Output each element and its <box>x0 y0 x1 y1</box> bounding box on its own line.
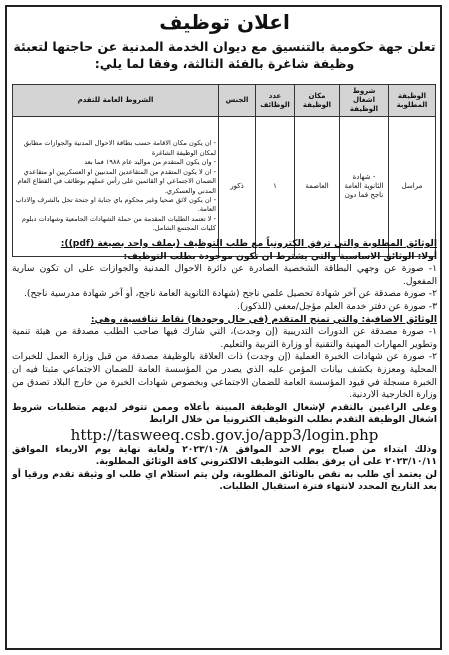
application-dates: وذلك ابتداء من صباح يوم الاحد الموافق ٢٠٢٣/١٠/٨ ولغاية نهاية يوم الاربعاء الموافق ٢٠٢٣/١٠/١١ على أن يرفق بطلب التوظيف الالكتروني كافة الوثائق المطلوبة. <box>12 443 437 468</box>
header-job: الوظيفة المطلوبة <box>389 85 436 117</box>
announcement-body <box>12 238 437 494</box>
extra-doc-item: ١- صورة مصدقة عن الدورات التدريبية (إن وجدت)، التي شارك فيها صاحب الطلب مصدقة من هيئة تنمية وتطوير المهارات المهنية والتقنية أو وزارة التربية والتعليم. <box>12 326 437 350</box>
vacancy-table <box>12 84 436 257</box>
term-item: - وان يكون المتقدم من مواليد عام ١٩٨٨ فما بعد <box>84 158 216 167</box>
term-item: - ان لا يكون المتقدم من المتقاعدين المدنيين او العسكريين او متقاعدي الضمان الاجتماعي او القائمين على رأس عملهم بوظائف في القطاع العام المدني والعسكري. <box>17 167 216 195</box>
cell-job: مراسل <box>389 117 436 257</box>
cell-gender: ذكور <box>219 117 256 257</box>
header-conditions: شروط اشغال الوظيفة <box>340 85 389 117</box>
basic-doc-item: ٢- صورة مصدقة عن آخر شهادة تحصيل علمي ناجح (شهادة الثانوية العامة ناجح، أو آخر شهادة مدرسية ناجح). <box>23 288 437 300</box>
term-item: - ان يكون مكان الاقامة حسب بطاقة الاحوال المدنية والجوازات مطابق لمكان الوظيفة الشاغرة <box>23 139 216 157</box>
header-location: مكان الوظيفة <box>295 85 340 117</box>
basic-doc-item: ٣- صورة عن دفتر خدمة العلم مؤجل/معفي (للذكور). <box>237 300 437 312</box>
docs-heading: الوثائق المطلوبة والتي ترفق الكترونياً مع طلب التوظيف (بملف واحد بصيغة (pdf)): <box>60 238 437 249</box>
extra-docs-heading: الوثائق الاضافية: والتي تمنح المتقدم (في حال وجودها) نقاط تنافسية، وهي: <box>90 313 437 325</box>
page-title: اعلان توظيف <box>159 10 290 34</box>
header-general-terms: الشروط العامة للتقدم <box>13 85 219 117</box>
table-row <box>13 117 436 257</box>
cell-count: ١ <box>256 117 295 257</box>
header-count: عدد الوظائف <box>256 85 295 117</box>
extra-doc-item: ٢- صورة عن شهادات الخبرة العملية (إن وجدت) ذات العلاقة بالوظيفة مصدقة من قبل وزارة العمل للخبرات المحلية ومعززة بكشف بيانات المؤمن عليه الذي يصدر من المؤسسة العامة للضمان الاجتماعي مثبتا فيه ان الخبرة مسجلة في قيود المؤسسة العامة للضمان الاجتماعي وبخصوص شهادات الخبرة من خارج البلاد تصدق من وزارة الخارجية الاردنية. <box>12 351 437 401</box>
table-header-row <box>13 85 436 117</box>
basic-docs-heading: أولا: الوثائق الاساسية والتي يشترط ان تكون موجودة بطلب التوظيف: <box>123 250 437 262</box>
closing-note: لن يعتمد أي طلب به نقص بالوثائق المطلوبة، ولن يتم استلام اي طلب او وثيقة تقدم ورقيا أو بعد التاريخ المحدد لانتهاء فترة استقبال الطلبات. <box>12 468 437 493</box>
basic-doc-item: ١- صورة عن وجهي البطاقة الشخصية الصادرة عن دائرة الاحوال المدنية والجوازات على ان تكون سارية المفعول. <box>12 263 437 287</box>
intro-text: تعلن جهة حكومية بالتنسيق مع ديوان الخدمة المدنية عن حاجتها لتعبئة وظيفة شاغرة بالفئة الثالثة، وفقا لما يلي: <box>13 39 436 71</box>
header-gender: الجنس <box>219 85 256 117</box>
cell-location: العاصمة <box>295 117 340 257</box>
cell-general-terms <box>13 117 219 257</box>
apply-instructions: وعلى الراغبين بالتقدم لإشغال الوظيفة المبينة بأعلاه وممن تتوفر لديهم متطلبات شروط اشغال الوظيفة التقدم بطلب التوظيف الكترونيا من خلال الرابط <box>12 401 437 426</box>
cell-conditions: - شهادة الثانوية العامة ناجح فما دون <box>340 117 389 257</box>
term-item: - ان يكون لائق صحيا وغير محكوم باي جناية او جنحة تخل بالشرف والاداب العامة. <box>15 195 216 214</box>
term-item: - لا تعتمد الطلبات المقدمة من حملة الشهادات الجامعية وشهادات دبلوم كليات المجتمع الشامل. <box>22 214 216 233</box>
application-link[interactable]: http://tasweeq.csb.gov.jo/app3/login.php <box>70 425 379 444</box>
